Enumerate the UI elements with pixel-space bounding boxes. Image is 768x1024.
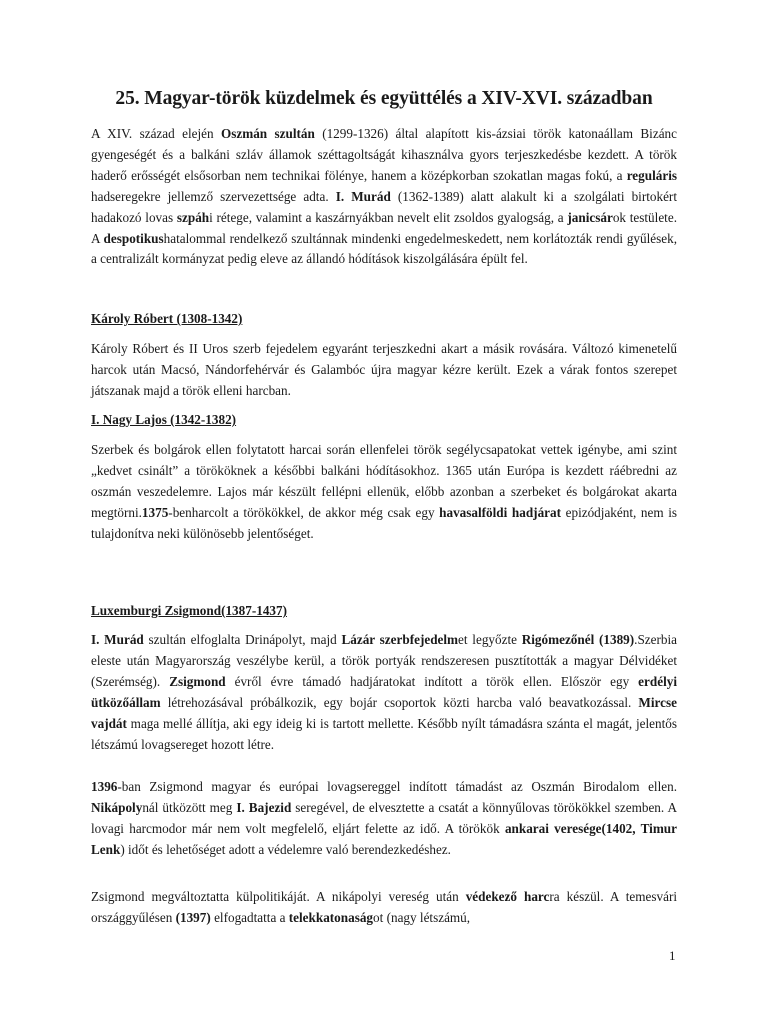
bold-text-run: Oszmán szultán <box>220 126 315 141</box>
bold-text-run: védekező harc <box>465 889 550 904</box>
section-heading-zsigmond: Luxemburgi Zsigmond(1387-1437) <box>91 603 287 618</box>
section-heading-nagy-lajos: I. Nagy Lajos (1342-1382) <box>91 412 237 427</box>
text-run: Zsigmond megváltoztatta külpolitikáját. A nikápolyi vereség után <box>91 889 466 904</box>
bold-text-run: I. Murád <box>91 632 144 647</box>
text-run: ) időt és lehetőséget adott a védelemre való berendezkedéshez. <box>120 841 451 857</box>
bold-text-run: szpáh <box>176 209 210 225</box>
bold-text-run: Rigómezőnél (1389) <box>521 632 635 647</box>
text-run: i rétege, valamint a kaszárnyákban nevelt elit zsoldos gyalogság, a <box>209 209 568 225</box>
text-run: ot (nagy létszámú, <box>373 909 471 925</box>
bold-text-run: Nikápoly <box>91 799 143 815</box>
text-run: (1299-1326) által alapított kis-ázsiai török katonaállam Bizánc gyengeségét és a balkáni szláv államok széttagoltságát kihasználva gyors terjeszkedésbe kezdett. A török haderő erősségét elsősorban nem technikai fölénye, hanem a középkorban szokatlan magas fokú, a <box>91 126 677 183</box>
text-run: -benharcolt a törökökkel, de akkor még csak egy <box>168 504 440 520</box>
bold-text-run: (1397) <box>175 909 211 925</box>
bold-text-run: havasalföldi hadjárat <box>439 504 562 520</box>
text-run: epizódjaként, nem is tulajdonítva neki különösebb jelentőséget. <box>91 504 678 541</box>
bold-text-run: ankarai veresége(1402, Timur Lenk <box>91 820 677 857</box>
text-run: évről évre támadó hadjáratokat indított a török ellen. Először egy <box>225 673 639 689</box>
bold-text-run: Lázár szerbfejedelm <box>341 632 459 647</box>
karoly-robert-paragraph <box>91 339 677 402</box>
text-run: ra készül. A temesvári országgyűlésen <box>91 889 677 925</box>
text-run: elfogadtatta a <box>210 909 289 925</box>
text-run: (1362-1389) alatt alakult ki a szolgálati birtokért hadakozó lovas <box>91 188 677 225</box>
intro-paragraph <box>91 124 677 270</box>
text-run: Szerbek és bolgárok ellen folytatott harcai során ellenfelei török segélycsapatokat vettek igénybe, ami szint „kedvet csinált” a törököknek a későbbi balkáni hódításokhoz. 1365 után Európa is kezdett ráébredni az oszmán veszedelemre. Lajos már készült fellépni ellenük, előbb azonban a szerbeket és bolgárokat akarta megtörni. <box>91 442 677 520</box>
text-run: létrehozásával próbálkozik, egy bojár csoportok közti harcba való beavatkozással. <box>160 694 639 710</box>
zsigmond-paragraph-1 <box>91 630 677 755</box>
text-run: maga mellé állítja, aki egy ideig ki is tartott mellette. Később nyílt támadásra szánta el magát, jelentős létszámú lovagsereget hozott létre. <box>91 715 677 752</box>
page-title: 25. Magyar-török küzdelmek és együttélés a XIV-XVI. században <box>115 88 653 109</box>
text-run: hadseregekre jellemző szervezettsége adta. <box>91 188 336 204</box>
text-run: seregével, de elvesztette a csatát a könnyűlovas törökökkel szemben. A lovagi harcmodor már nem volt megfelelő, eljárt felette az idő. A törökök <box>91 799 677 836</box>
bold-text-run: Mircse vajdát <box>91 694 677 731</box>
text-run: -ban Zsigmond magyar és európai lovagsereggel indított támadást az Oszmán Birodalom ellen. <box>117 779 677 794</box>
bold-text-run: erdélyi ütközőállam <box>91 673 677 710</box>
bold-text-run: telekkatonaság <box>288 909 374 925</box>
zsigmond-paragraph-3 <box>91 887 677 929</box>
section-heading-karoly-robert: Károly Róbert (1308-1342) <box>91 311 243 326</box>
bold-text-run: reguláris <box>626 167 677 183</box>
bold-text-run: I. Murád <box>335 188 391 204</box>
bold-text-run: 1375 <box>141 504 169 520</box>
text-run: .Szerbia eleste után Magyarország veszélybe kerül, a török portyák rendszeresen pusztították a magyar Délvidéket (Szerémség). <box>91 632 678 689</box>
bold-text-run: I. Bajezid <box>236 799 292 815</box>
text-run: hatalommal rendelkező szultánnak mindenki engedelmeskedett, nem korlátozták rendi gyűlések, a centralizált kormányzat pedig eleve az állandó hódítások kiszolgálására épült fel. <box>91 230 677 267</box>
text-run: et legyőzte <box>458 632 522 647</box>
text-run: A XIV. század elején <box>91 126 221 141</box>
page-number: 1 <box>669 948 676 963</box>
bold-text-run: 1396 <box>91 779 118 794</box>
nagy-lajos-paragraph <box>91 440 677 545</box>
bold-text-run: Zsigmond <box>169 673 226 689</box>
bold-text-run: despotikus <box>103 230 164 246</box>
zsigmond-paragraph-2 <box>91 777 677 861</box>
bold-text-run: janicsár <box>567 209 613 225</box>
text-run: nál ütközött meg <box>142 799 237 815</box>
text-run: ok testülete. A <box>91 209 677 246</box>
text-run: Károly Róbert és II Uros szerb fejedelem egyaránt terjeszkedni akart a másik rovására. Változó kimenetelű harcok után Macsó, Nándorfehérvár és Galambóc újra magyar kézre került. Ezek a várak fontos szerepet játszanak majd a török elleni harcban. <box>91 341 677 398</box>
text-run: szultán elfoglalta Drinápolyt, majd <box>143 632 342 647</box>
